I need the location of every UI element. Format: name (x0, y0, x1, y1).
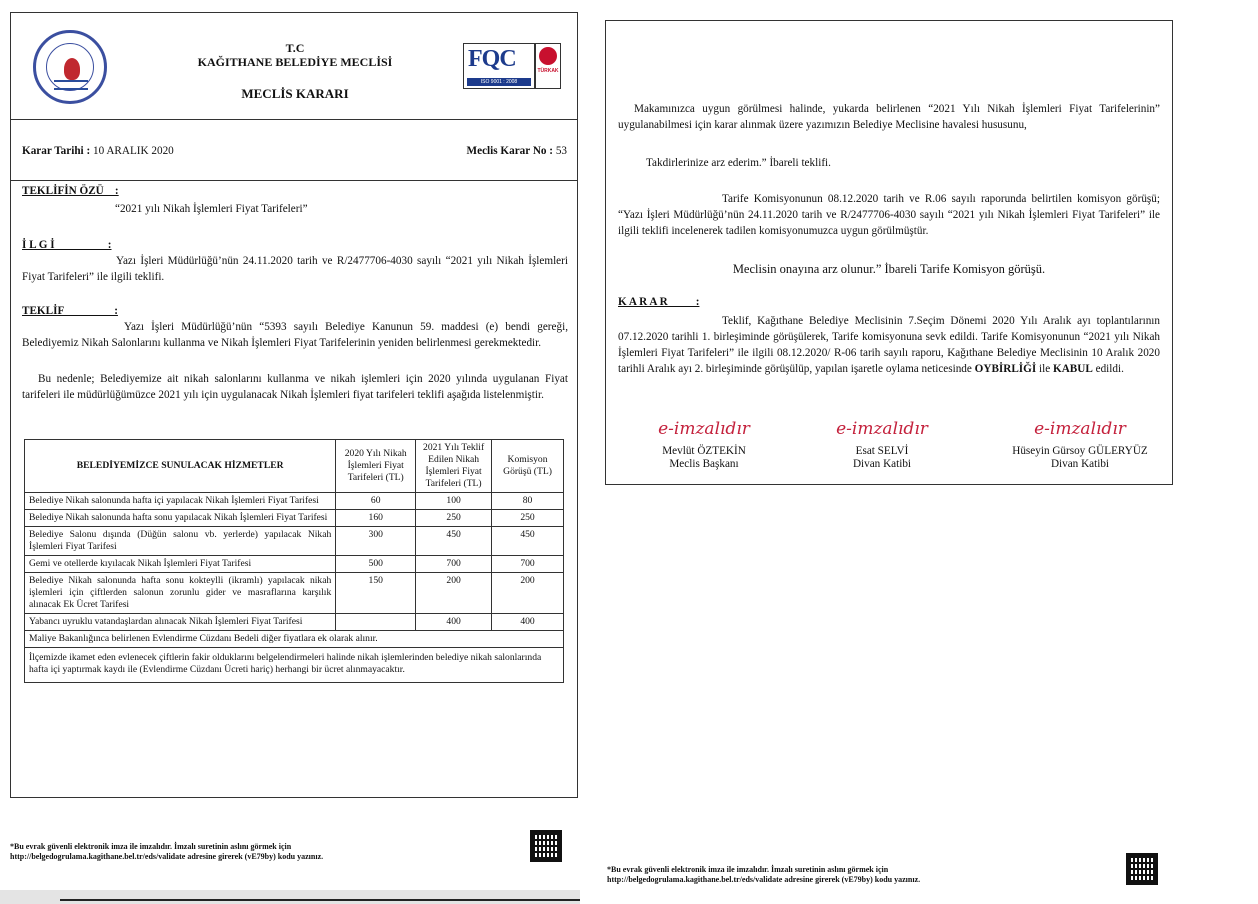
column-header: 2020 Yılı Nikah İşlemleri Fiyat Tarifeleri (TL) (336, 440, 416, 493)
page-gap-bar (0, 890, 580, 904)
oybirligi-label: OYBİRLİĞİ (974, 363, 1037, 375)
teklif-heading: TEKLİF : (22, 305, 118, 317)
karar-tarihi-value: 10 ARALIK 2020 (92, 145, 174, 157)
column-header: Komisyon Görüşü (TL) (492, 440, 564, 493)
ilgi-text: Yazı İşleri Müdürlüğü’nün 24.11.2020 tarih ve R/2477706-4030 sayılı “2021 yılı Nikah İşlemleri Fiyat Tarifeleri” ile ilgili teklifi. (22, 255, 568, 283)
p2-paragraph-2: Tarife Komisyonunun 08.12.2020 tarih ve R.06 sayılı raporunda belirtilen komisyon görüşü; “Yazı İşleri Müdürlüğü’nün 24.11.2020 tarih ve R/2477706-4030 sayılı “2021 yılı Nikah İşlemleri Fiyat Tarifeleri” ile ilgili teklifi incelenerek tadilen komisyonumuzca uygun görülmüştür. (618, 193, 1160, 237)
signatory-title: Divan Katibi (1050, 458, 1110, 470)
table-note-row (25, 631, 564, 648)
karar-ile: ile (1036, 363, 1054, 375)
header-divider (11, 119, 577, 120)
fqc-logo-text: FQC (468, 46, 516, 72)
ozu-heading: TEKLİFİN ÖZÜ : (22, 185, 119, 197)
signatory-title: Divan Katibi (852, 458, 912, 470)
document-page-2 (605, 20, 1173, 485)
ilgi-heading: İ L G İ : (22, 239, 112, 251)
price-2021-cell: 250 (416, 510, 492, 527)
column-header: BELEDİYEMİZCE SUNULACAK HİZMETLER (25, 440, 336, 493)
footnote-line-2[interactable]: http://belgedogrulama.kagithane.bel.tr/eds/validate adresine girerek (vE79by) kodu yazınız. (10, 852, 324, 861)
karar-text-body: Teklif, Kağıthane Belediye Meclisinin 7.Seçim Dönemi 2020 Yılı Aralık ayı toplantılarının 07.12.2020 tarihli 1. birleşiminde görüşülerek, Tarife komisyonuna sevk edildi. Tarife Komisyonunun “2021 yılı Nikah İşlemleri Fiyat Tarifeleri” ile ilgili 08.12.2020/ R-06 tarih sayılı raporu, Kağıthane Belediye Meclisinin 10 Aralık 2020 tarihli Aralık ayı 2. birleşiminde görüşülüp, yapılan işaretle oylama neticesinde (618, 315, 1160, 375)
teklif-paragraph-2: Bu nedenle; Belediyemize ait nikah salonlarını kullanma ve nikah işlemleri için 2020 yılında uygulanan Fiyat tarifeleri ile müdürlüğümüzce 2021 yılı için uygulanacak Nikah İşlemleri fiyat tarifeleri teklifi aşağıda listelenmiştir. (22, 373, 568, 401)
header-organization: KAĞITHANE BELEDİYE MECLİSİ (197, 55, 393, 69)
tariff-table (24, 439, 564, 683)
qr-code-icon (1126, 853, 1158, 885)
price-2021-cell: 450 (416, 527, 492, 556)
date-divider (11, 180, 577, 181)
service-cell: Belediye Nikah salonunda hafta içi yapılacak Nikah İşlemleri Fiyat Tarifesi (25, 493, 336, 510)
table-header-row (25, 440, 564, 493)
p2-paragraph-1b: Takdirlerinize arz ederim.” İbareli teklifi. (646, 157, 831, 169)
service-cell: Belediye Salonu dışında (Düğün salonu vb. yerlerde) yapılacak Nikah İşlemleri Fiyat Tarifesi (25, 527, 336, 556)
table-row (25, 556, 564, 573)
header-tc: T.C (285, 41, 305, 55)
table-row (25, 493, 564, 510)
karar-text (618, 313, 1160, 377)
teklif-paragraph-1: Yazı İşleri Müdürlüğü’nün “5393 sayılı Belediye Kanunun 59. maddesi (e) bendi gereği, Belediyemiz Nikah Salonlarını kullanma ve Nikah İşlemleri Fiyat Tarifelerinin yeniden belirlenmesi gerekmektedir. (22, 321, 568, 349)
karar-no-label: Meclis Karar No : (466, 145, 554, 157)
table-note: İlçemizde ikamet eden evlenecek çiftlerin fakir olduklarını belgelendirmeleri halinde nikah işlemlerinden belediye nikah salonlarında hafta içi yaptırmak kaydı ile (Evlendirme Cüzdanı Ücreti hariç) herhangi bir ücret alınmayacaktır. (25, 648, 564, 683)
footnote-line-1: *Bu evrak güvenli elektronik imza ile imzalıdır. İmzalı suretinin aslını görmek için (10, 842, 292, 851)
karar-heading: K A R A R : (618, 296, 700, 308)
turkak-label: TÜRKAK (537, 68, 559, 74)
turkak-emblem-icon (539, 47, 557, 65)
table-row (25, 527, 564, 556)
p2-paragraph-3: Meclisin onayına arz olunur.” İbareli Tarife Komisyon görüşü. (732, 262, 1046, 276)
e-signature-mark: e-imzalıdır (658, 419, 750, 439)
karar-no-value: 53 (555, 145, 567, 157)
service-cell: Belediye Nikah salonunda hafta sonu kokteylli (ikramlı) yapılacak nikah işlemleri için çiftlerden salonun zorunlu gider ve masraflarına karşılık alınacak Ek Ücret Tarifesi (25, 573, 336, 614)
p2-paragraph-1: Makamınızca uygun görülmesi halinde, yukarda belirlenen “2021 Yılı Nikah İşlemleri Fiyat Tarifelerinin” uygulanabilmesi için karar alınmak üzere yazımızın Belediye Meclisine havalesi hususunu, (618, 103, 1160, 131)
price-2021-cell: 400 (416, 614, 492, 631)
signatory-name: Esat SELVİ (855, 445, 909, 457)
service-cell: Gemi ve otellerde kıyılacak Nikah İşlemleri Fiyat Tarifesi (25, 556, 336, 573)
price-2021-cell: 200 (416, 573, 492, 614)
komisyon-cell: 400 (492, 614, 564, 631)
signatory-1 (624, 445, 784, 471)
komisyon-cell: 250 (492, 510, 564, 527)
iso-badge: ISO 9001 : 2008 (467, 78, 531, 86)
price-2020-cell: 300 (336, 527, 416, 556)
table-note-row (25, 648, 564, 683)
meclis-karar-no (467, 143, 567, 159)
page-title: MECLİS KARARI (241, 86, 349, 101)
signatory-3 (984, 445, 1176, 471)
e-signature-mark: e-imzalıdır (1034, 419, 1126, 439)
footnote-page-2 (607, 865, 920, 885)
service-cell: Belediye Nikah salonunda hafta sonu yapılacak Nikah İşlemleri Fiyat Tarifesi (25, 510, 336, 527)
komisyon-cell: 450 (492, 527, 564, 556)
table-row (25, 573, 564, 614)
footnote-line-1: *Bu evrak güvenli elektronik imza ile imzalıdır. İmzalı suretinin aslını görmek için (607, 865, 889, 874)
price-2020-cell: 160 (336, 510, 416, 527)
karar-tarihi (22, 143, 174, 159)
komisyon-cell: 200 (492, 573, 564, 614)
page-edge-line (60, 899, 580, 901)
price-2020-cell: 60 (336, 493, 416, 510)
kabul-label: KABUL (1053, 363, 1093, 375)
price-2020-cell: 150 (336, 573, 416, 614)
footnote-line-2[interactable]: http://belgedogrulama.kagithane.bel.tr/eds/validate adresine girerek (vE79by) kodu yazınız. (607, 875, 921, 884)
signatory-2 (802, 445, 962, 471)
signatory-name: Mevlüt ÖZTEKİN (662, 445, 746, 457)
document-page-1 (10, 12, 578, 798)
column-header: 2021 Yılı Teklif Edilen Nikah İşlemleri Fiyat Tarifeleri (TL) (416, 440, 492, 493)
e-signature-mark: e-imzalıdır (836, 419, 928, 439)
signatory-title: Meclis Başkanı (669, 458, 739, 470)
turkak-logo (535, 43, 561, 89)
komisyon-cell: 80 (492, 493, 564, 510)
price-2020-cell: 500 (336, 556, 416, 573)
price-2020-cell (336, 614, 416, 631)
price-2021-cell: 700 (416, 556, 492, 573)
qr-code-icon (530, 830, 562, 862)
ozu-text: “2021 yılı Nikah İşlemleri Fiyat Tarifeleri” (115, 203, 308, 215)
table-note: Maliye Bakanlığınca belirlenen Evlendirme Cüzdanı Bedeli diğer fiyatlara ek olarak alınır. (25, 631, 564, 648)
footnote-page-1 (10, 842, 323, 862)
service-cell: Yabancı uyruklu vatandaşlardan alınacak Nikah İşlemleri Fiyat Tarifesi (25, 614, 336, 631)
karar-end: edildi. (1092, 363, 1124, 375)
table-row (25, 614, 564, 631)
karar-tarihi-label: Karar Tarihi : (22, 145, 91, 157)
signatory-name: Hüseyin Gürsoy GÜLERYÜZ (1012, 445, 1148, 457)
table-row (25, 510, 564, 527)
fqc-certification-logo (463, 43, 535, 89)
price-2021-cell: 100 (416, 493, 492, 510)
komisyon-cell: 700 (492, 556, 564, 573)
